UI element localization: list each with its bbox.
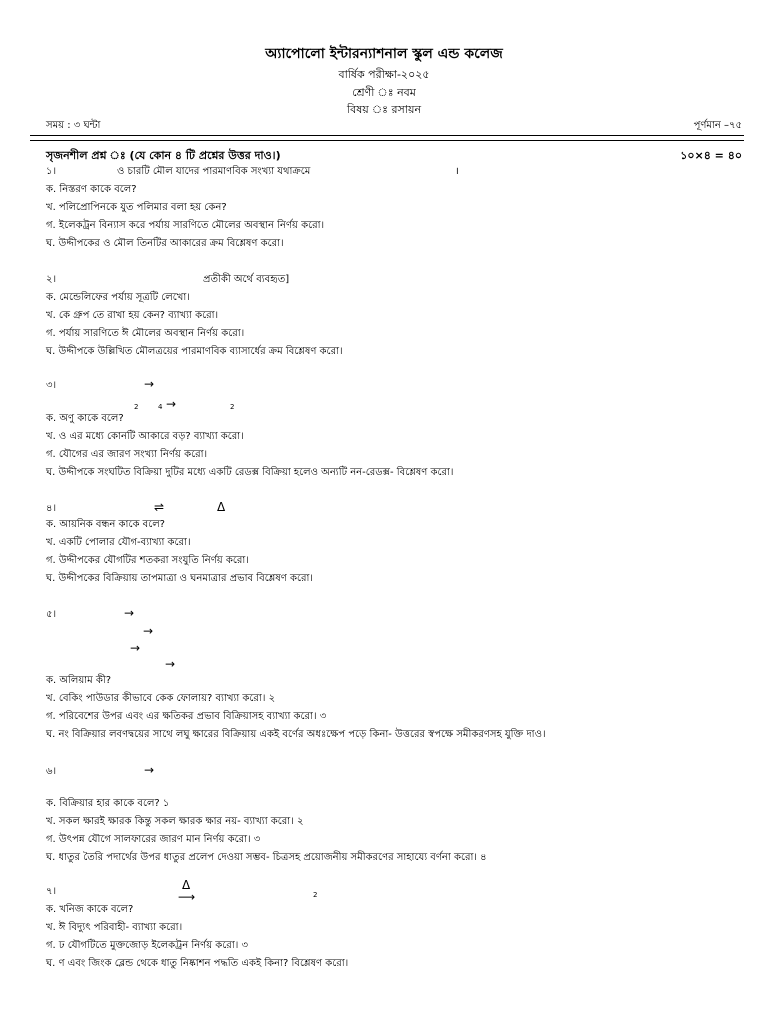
question-number-1: ১। — [46, 166, 57, 177]
heat-delta-icon: Δ — [182, 878, 191, 892]
q5-part-gha: ঘ. নং বিক্রিয়ার লবণদ্বয়ের সাথে লঘু ক্ষারের বিক্রিয়ায় একই বর্ণের অধঃক্ষেপ পড়ে কিনা- উত্তরের স্বপক্ষে সমীকরণসহ যুক্তি দাও। — [46, 729, 546, 740]
q2-part-ga: গ. পর্যায় সারণিতে ঈ মৌলের অবস্থান নির্ণয় করো। — [46, 328, 245, 339]
question-number-5: ৫। — [46, 609, 57, 620]
q7-part-ka: ক. খনিজ কাকে বলে? — [46, 904, 134, 915]
question-number-3: ৩। — [46, 380, 57, 391]
reaction-arrow-icon: → — [143, 624, 154, 638]
q5-part-kha: খ. বেকিং পাউডার কীভাবে কেক ফোলায়? ব্যাখ্যা করো। ২ — [46, 693, 276, 704]
q4-part-gha: ঘ. উদ্দীপকের বিক্রিয়ায় তাপমাত্রা ও ঘনমাত্রার প্রভাব বিশ্লেষণ করো। — [46, 573, 313, 584]
equilibrium-arrow-icon: ⇌ — [154, 500, 165, 514]
total-marks: ১০×৪ = ৪০ — [680, 149, 742, 162]
q4-part-ka: ক. আয়নিক বন্ধন কাকে বলে? — [46, 519, 165, 530]
q2-part-kha: খ. কে গ্রুপ তে রাখা হয় কেন? ব্যাখ্যা করো। — [46, 310, 219, 321]
question-number-4: ৪। — [46, 503, 57, 514]
heat-arrow-icon: ⟶ — [178, 890, 196, 904]
reaction-arrow-icon: → — [124, 606, 135, 620]
question-number-2: ২। — [46, 274, 57, 285]
q3-part-ka: ক. অণু কাকে বলে? — [46, 413, 124, 424]
q2-part-gha: ঘ. উদ্দীপকে উল্লিখিত মৌলত্রয়ের পারমাণবিক ব্যাসার্ধের ক্রম বিশ্লেষণ করো। — [46, 346, 343, 357]
question-stem-1: ও চারটি মৌল যাদের পারমাণবিক সংখ্যা যথাক্রমে — [117, 166, 311, 177]
reaction-arrow-icon: → — [166, 397, 177, 411]
instructions-text: সৃজনশীল প্রশ্ন ঃ (যে কোন ৪ টি প্রশ্নের উত্তর দাও।) — [46, 149, 281, 162]
question-number-6: ৬। — [46, 766, 57, 777]
header-divider-double — [30, 140, 744, 141]
header-divider — [30, 135, 744, 136]
subscript-2: 2 — [134, 403, 139, 411]
q6-part-ka: ক. বিক্রিয়ার হার কাকে বলে? ১ — [46, 798, 170, 809]
subscript-2: 2 — [313, 891, 318, 899]
q5-part-ga: গ. পরিবেশের উপর এবং এর ক্ষতিকর প্রভাব বিক্রিয়াসহ ব্যাখ্যা করো। ৩ — [46, 711, 327, 722]
q3-part-ga: গ. যৌগের এর জারণ সংখ্যা নির্ণয় করো। — [46, 449, 208, 460]
reaction-arrow-icon: → — [144, 763, 155, 777]
time-label: সময় : ৩ ঘন্টা — [46, 120, 101, 131]
q5-part-ka: ক. অলিয়াম কী? — [46, 675, 112, 686]
question-stem-tail-1: । — [455, 166, 459, 177]
q4-part-ga: গ. উদ্দীপকের যৌগটির শতকরা সংযুতি নির্ণয় করো। — [46, 555, 249, 566]
class-label: শ্রেণী ঃ নবম — [352, 86, 416, 99]
subscript-2: 2 — [230, 403, 235, 411]
q6-part-ga: গ. উৎপন্ন যৌগে সালফারের জারণ মান নির্ণয় করো। ৩ — [46, 834, 261, 845]
subject-label: বিষয় ঃ রসায়ন — [346, 103, 422, 116]
reaction-arrow-icon: → — [165, 657, 176, 671]
q1-part-kha: খ. পলিপ্রোপিনকে যুত পলিমার বলা হয় কেন? — [46, 202, 227, 213]
exam-title: বার্ষিক পরীক্ষা-২০২৫ — [338, 68, 430, 81]
school-name: অ্যাপোলো ইন্টারন্যাশনাল স্কুল এন্ড কলেজ — [265, 46, 503, 62]
q1-part-ka: ক. নিস্তরণ কাকে বলে? — [46, 184, 137, 195]
reaction-arrow-icon: → — [130, 641, 141, 655]
question-stem-2: প্রতীকী অর্থে ব্যবহৃত] — [203, 274, 290, 285]
reaction-arrow-icon: → — [144, 377, 155, 391]
subscript-4: 4 — [158, 403, 163, 411]
q1-part-ga: গ. ইলেকট্রন বিন্যাস করে পর্যায় সারণিতে মৌলের অবস্থান নির্ণয় করো। — [46, 220, 325, 231]
full-marks-label: পূর্ণমান –৭৫ — [693, 120, 742, 131]
q3-part-gha: ঘ. উদ্দীপকে সংঘটিত বিক্রিয়া দুটির মধ্যে একটি রেডক্স বিক্রিয়া হলেও অন্যটি নন-রেডক্স- বিশ্লেষণ করো। — [46, 467, 454, 478]
q7-part-kha: খ. ঈ বিদ্যুৎ পরিবাহী- ব্যাখ্যা করো। — [46, 922, 183, 933]
q7-part-ga: গ. ঢ যৌগটিতে মুক্তজোড় ইলেকট্রন নির্ণয় করো। ৩ — [46, 940, 248, 951]
question-number-7: ৭। — [46, 886, 57, 897]
q6-part-kha: খ. সকল ক্ষারই ক্ষারক কিন্তু সকল ক্ষারক ক্ষার নয়- ব্যাখ্যা করো। ২ — [46, 816, 304, 827]
heat-delta-icon: Δ — [217, 500, 226, 514]
q1-part-gha: ঘ. উদ্দীপকের ও মৌল তিনটির আকারের ক্রম বিশ্লেষণ করো। — [46, 238, 284, 249]
q6-part-gha: ঘ. ধাতুর তৈরি পদার্থের উপর ধাতুর প্রলেপ দেওয়া সম্ভব- চিত্রসহ প্রয়োজনীয় সমীকরণের সাহায্যে বর্ণনা করো। ৪ — [46, 852, 487, 863]
q3-part-kha: খ. ও এর মধ্যে কোনটি আকারে বড়? ব্যাখ্যা করো। — [46, 431, 244, 442]
q7-part-gha: ঘ. ণ এবং জিংক ব্লেন্ড থেকে ধাতু নিষ্কাশন পদ্ধতি একই কিনা? বিশ্লেষণ করো। — [46, 958, 349, 969]
q4-part-kha: খ. একটি পোলার যৌগ-ব্যাখ্যা করো। — [46, 537, 191, 548]
q2-part-ka: ক. মেন্ডেলিফের পর্যায় সূত্রটি লেখো। — [46, 292, 190, 303]
